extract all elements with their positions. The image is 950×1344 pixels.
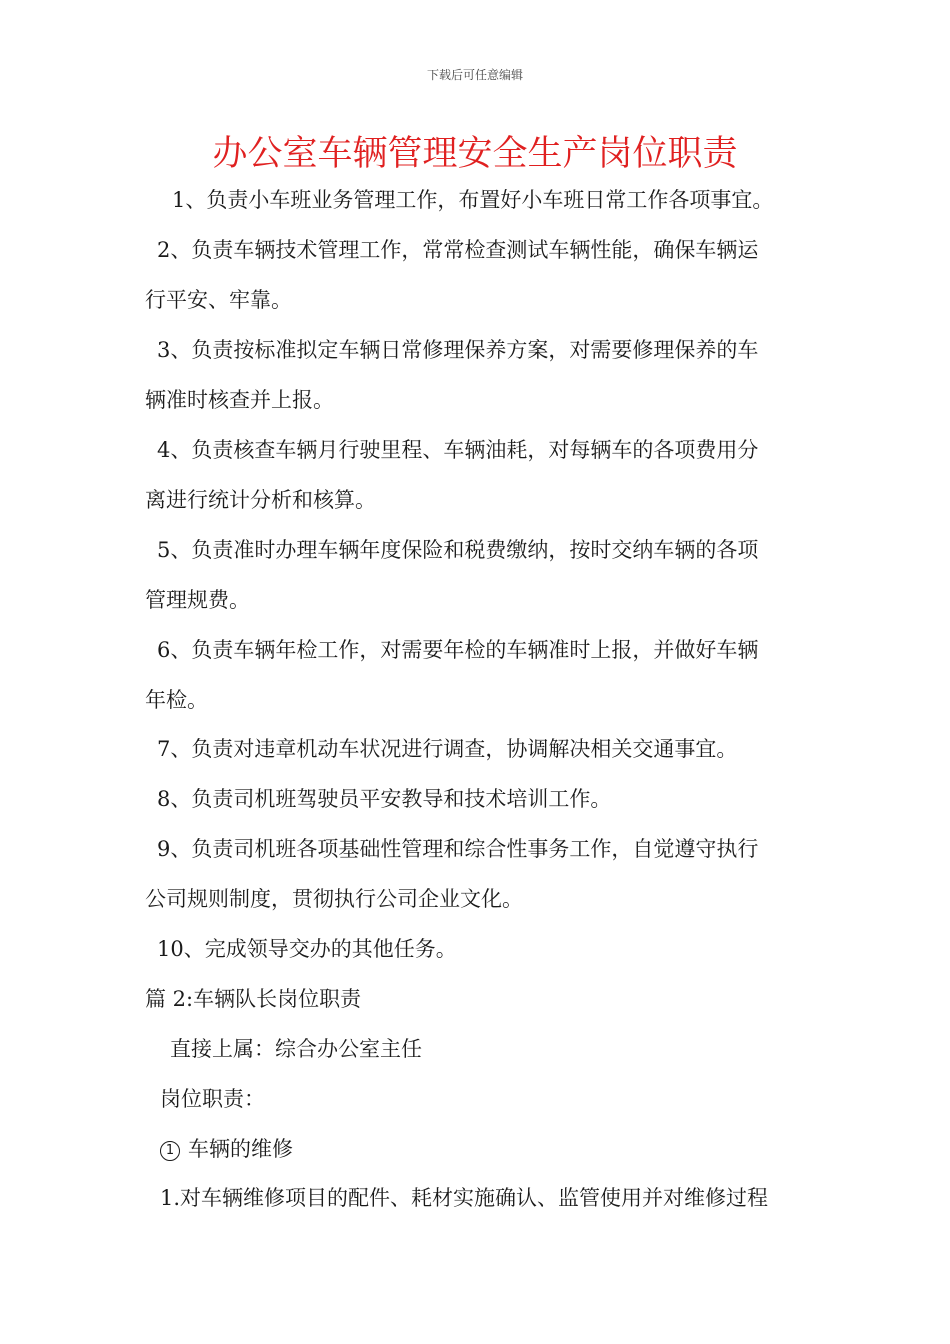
duty-item-4-cont: 离进行统计分析和核算。 <box>145 488 376 512</box>
duty-item-8: 8、负责司机班驾驶员平安教导和技术培训工作。 <box>157 787 612 811</box>
reports-to: 直接上属：综合办公室主任 <box>170 1037 422 1061</box>
duty-item-2: 2、负责车辆技术管理工作，常常检查测试车辆性能，确保车辆运 <box>157 238 759 262</box>
subsection-label: 车辆的维修 <box>188 1137 293 1161</box>
duty-item-9-cont: 公司规则制度，贯彻执行公司企业文化。 <box>145 887 523 911</box>
circled-number: 1 <box>160 1141 180 1161</box>
duty-item-3: 3、负责按标准拟定车辆日常修理保养方案，对需要修理保养的车 <box>157 338 759 362</box>
duty-item-5-cont: 管理规费。 <box>145 588 250 612</box>
repair-item-1: 1.对车辆维修项目的配件、耗材实施确认、监管使用并对维修过程 <box>160 1186 769 1210</box>
duty-item-3-cont: 辆准时核查并上报。 <box>145 388 334 412</box>
duty-item-10: 10、完成领导交办的其他任务。 <box>157 937 457 961</box>
page-header: 下载后可任意编辑 <box>426 68 523 82</box>
duty-item-7: 7、负责对违章机动车状况进行调查，协调解决相关交通事宜。 <box>157 737 738 761</box>
duties-heading: 岗位职责： <box>160 1087 265 1111</box>
section-heading: 篇 2:车辆队长岗位职责 <box>145 987 362 1011</box>
duty-item-1: 1、负责小车班业务管理工作，布置好小车班日常工作各项事宜。 <box>172 188 774 212</box>
duty-item-2-cont: 行平安、牢靠。 <box>145 288 292 312</box>
document-title: 办公室车辆管理安全生产岗位职责 <box>212 134 738 174</box>
duty-item-4: 4、负责核查车辆月行驶里程、车辆油耗，对每辆车的各项费用分 <box>157 438 759 462</box>
duty-item-5: 5、负责准时办理车辆年度保险和税费缴纳，按时交纳车辆的各项 <box>157 538 759 562</box>
duty-item-6: 6、负责车辆年检工作，对需要年检的车辆准时上报，并做好车辆 <box>157 638 759 662</box>
subsection-vehicle-repair <box>160 1134 293 1164</box>
duty-item-6-cont: 年检。 <box>145 688 208 712</box>
duty-item-9: 9、负责司机班各项基础性管理和综合性事务工作，自觉遵守执行 <box>157 837 759 861</box>
